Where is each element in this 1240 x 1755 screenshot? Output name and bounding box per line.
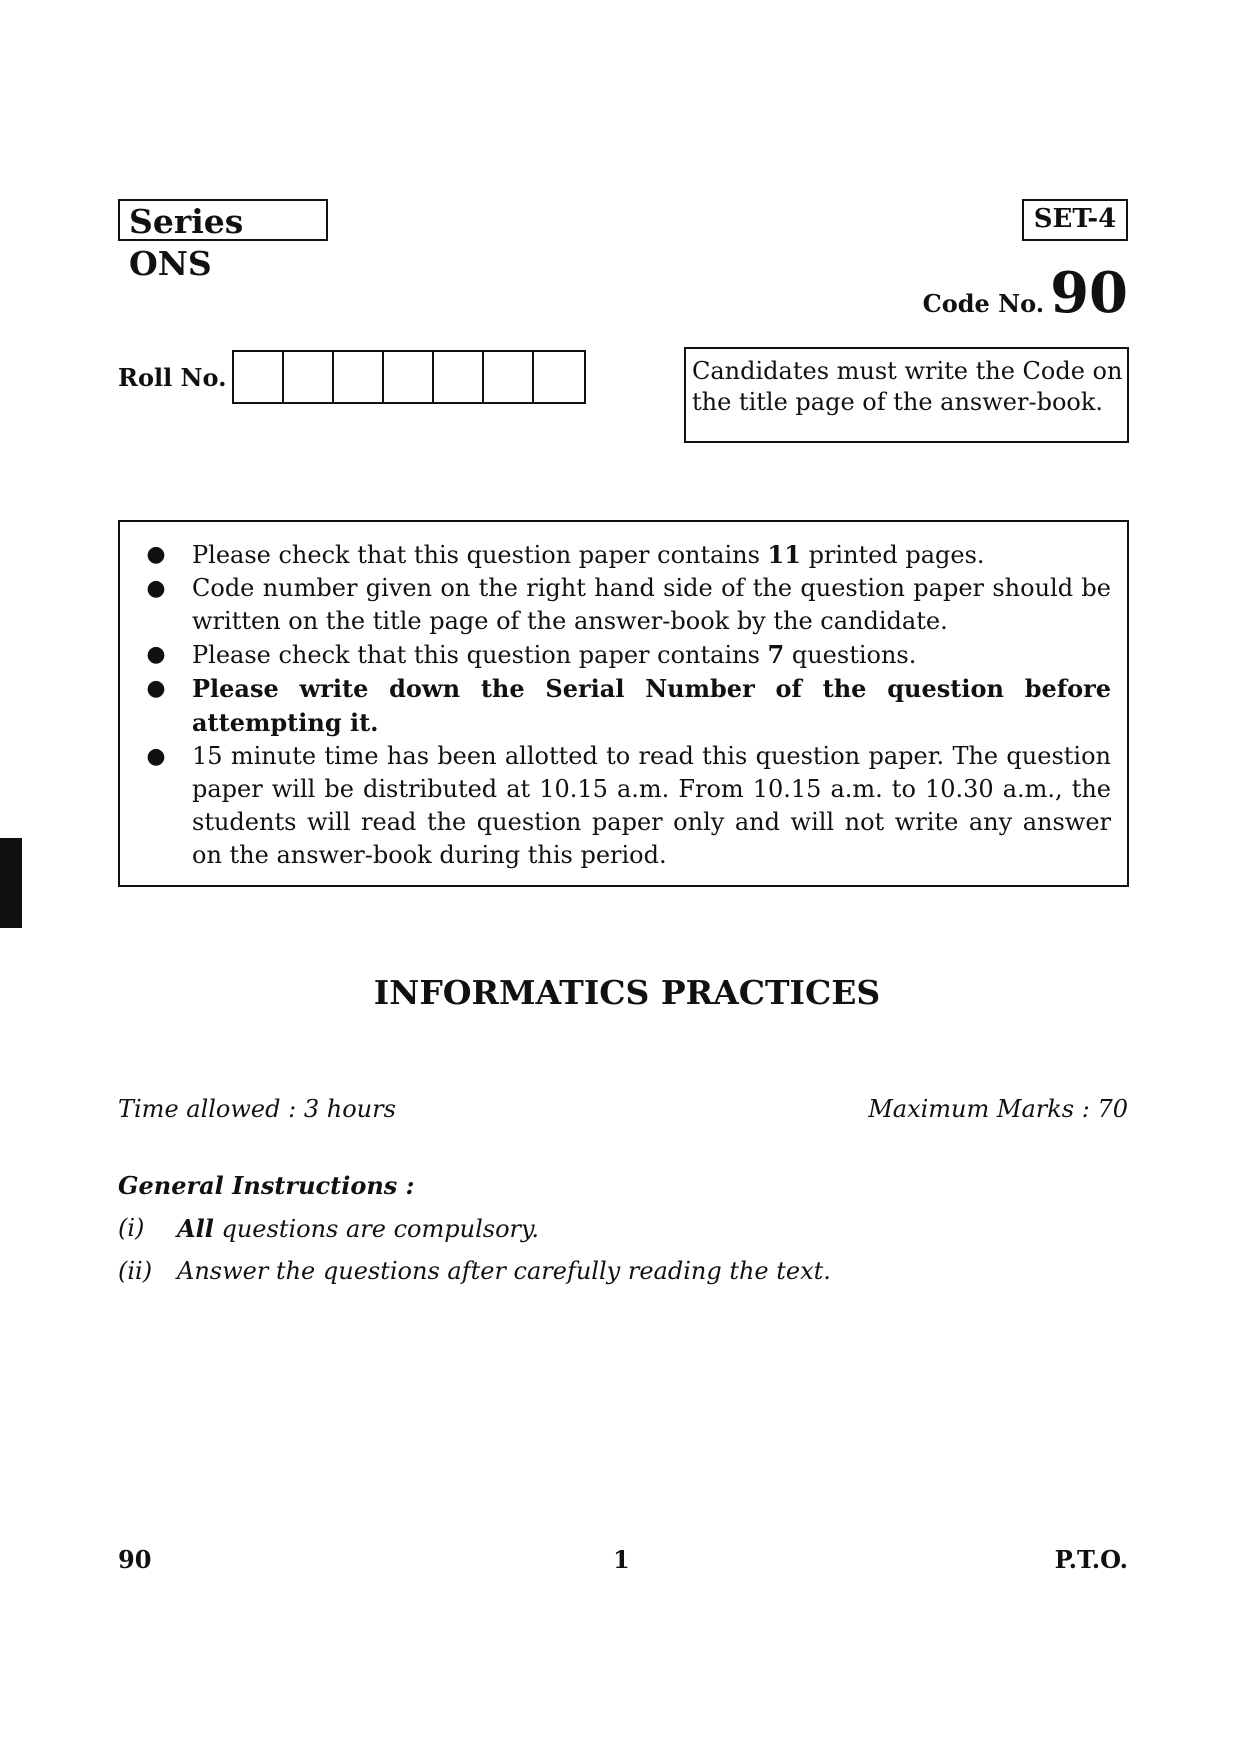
code-number bbox=[923, 260, 1128, 326]
general-instruction-bold: All bbox=[177, 1214, 214, 1243]
roll-number-cell[interactable] bbox=[384, 352, 434, 402]
instruction-text: Please check that this question paper contains bbox=[192, 541, 768, 569]
instruction-item bbox=[120, 672, 1111, 740]
instruction-item bbox=[120, 572, 1111, 638]
instructions-box bbox=[118, 520, 1129, 887]
candidates-note: Candidates must write the Code on the title page of the answer-book. bbox=[684, 347, 1129, 443]
code-number-label: Code No. bbox=[922, 289, 1045, 318]
roll-number-cell[interactable] bbox=[484, 352, 534, 402]
general-instruction-number: (i) bbox=[118, 1214, 145, 1242]
instruction-bold: 11 bbox=[767, 540, 801, 569]
subject-title: INFORMATICS PRACTICES bbox=[373, 973, 881, 1012]
general-instruction-text: questions are compulsory. bbox=[213, 1215, 539, 1243]
roll-number-grid[interactable] bbox=[232, 350, 586, 404]
footer-code: 90 bbox=[118, 1545, 152, 1574]
general-instruction-text: Answer the questions after carefully reading the text. bbox=[177, 1257, 831, 1285]
roll-number-cell[interactable] bbox=[284, 352, 334, 402]
general-instruction-number: (ii) bbox=[118, 1257, 153, 1285]
instruction-text: Please check that this question paper contains bbox=[192, 641, 768, 669]
roll-number-cell[interactable] bbox=[234, 352, 284, 402]
maximum-marks: Maximum Marks : 70 bbox=[868, 1095, 1128, 1123]
roll-number-label: Roll No. bbox=[118, 363, 227, 392]
instruction-bold: Please write down the Serial Number of the question before attempting it. bbox=[192, 674, 1111, 737]
general-instruction-item bbox=[118, 1214, 539, 1243]
instruction-bold: 7 bbox=[767, 640, 785, 669]
instruction-item bbox=[120, 538, 1111, 572]
instruction-text: 15 minute time has been allotted to read this question paper. The question paper will be distributed at 10.15 a.m. From 10.15 a.m. to 10.30 a.m., the students will read the question paper only and will not write any answer on the answer-book during this period. bbox=[192, 742, 1111, 869]
series-label: Series ONS bbox=[118, 199, 328, 241]
roll-number-cell[interactable] bbox=[434, 352, 484, 402]
set-label: SET-4 bbox=[1022, 199, 1128, 241]
instruction-text: printed pages. bbox=[800, 541, 985, 569]
instruction-text: questions. bbox=[784, 641, 917, 669]
bullet-icon: ● bbox=[146, 642, 166, 667]
general-instruction-item bbox=[118, 1257, 831, 1285]
bullet-icon: ● bbox=[146, 576, 166, 601]
roll-number-cell[interactable] bbox=[334, 352, 384, 402]
bullet-icon: ● bbox=[146, 542, 166, 567]
roll-number-cell[interactable] bbox=[534, 352, 584, 402]
page-number: 1 bbox=[613, 1545, 630, 1574]
instruction-item bbox=[120, 740, 1111, 872]
general-instructions-title: General Instructions : bbox=[118, 1171, 415, 1200]
instruction-text: Code number given on the right hand side of the question paper should be written on the title page of the answer-book by the candidate. bbox=[192, 574, 1111, 635]
side-margin-mark bbox=[0, 838, 22, 928]
bullet-icon: ● bbox=[146, 744, 166, 769]
bullet-icon: ● bbox=[146, 676, 166, 701]
code-number-value: 90 bbox=[1050, 260, 1128, 326]
time-allowed: Time allowed : 3 hours bbox=[118, 1095, 396, 1123]
please-turn-over: P.T.O. bbox=[1054, 1545, 1128, 1574]
instruction-item bbox=[120, 638, 1111, 672]
